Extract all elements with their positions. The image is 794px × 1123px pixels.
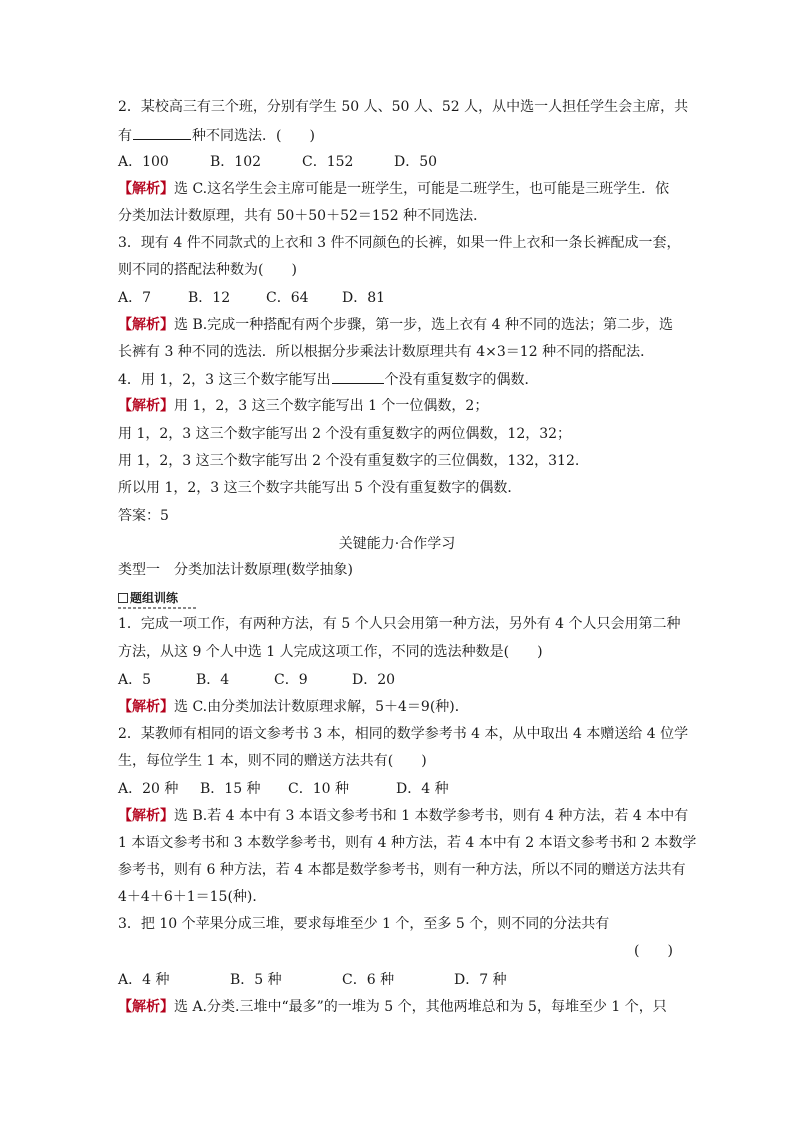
analysis-tag: 【解析】 xyxy=(118,398,174,414)
analysis-tag: 【解析】 xyxy=(118,181,174,197)
option-b: B．5 种 xyxy=(230,972,282,988)
q2-analysis-line1: 【解析】选 C.这名学生会主席可能是一班学生，可能是二班学生，也可能是三班学生．依 xyxy=(118,181,670,197)
option-b: B．12 xyxy=(188,290,231,306)
option-a: A．20 种 xyxy=(118,781,179,797)
p2-options xyxy=(118,779,449,799)
analysis-tag: 【解析】 xyxy=(118,317,174,333)
exercise-group-badge: 题组训练 xyxy=(118,589,198,609)
option-c: C．152 xyxy=(302,154,354,170)
q4-analysis-line1: 【解析】用 1，2，3 这三个数字能写出 1 个一位偶数，2； xyxy=(118,398,489,414)
option-a: A．7 xyxy=(118,290,152,306)
option-c: C．9 xyxy=(274,672,308,688)
q3-analysis-line1: 【解析】选 B.完成一种搭配有两个步骤，第一步，选上衣有 4 种不同的选法；第二步，选 xyxy=(118,317,673,333)
option-c: C．6 种 xyxy=(342,972,395,988)
option-a: A．4 种 xyxy=(118,972,170,988)
p1-analysis: 【解析】选 C.由分类加法计数原理求解，5＋4＝9(种)． xyxy=(118,699,469,715)
p3-stem-line1: 3．把 10 个苹果分成三堆，要求每堆至少 1 个，至多 5 个，则不同的分法共有 xyxy=(118,916,610,932)
q4-analysis-line4: 所以用 1，2，3 这三个数字共能写出 5 个没有重复数字的偶数． xyxy=(118,480,522,496)
option-d: D．81 xyxy=(342,290,386,306)
p3-answer-paren: ( ) xyxy=(634,943,673,959)
q4-stem: 4．用 1，2，3 这三个数字能写出 个没有重复数字的偶数． xyxy=(118,369,539,390)
q2-analysis-line2: 分类加法计数原理，共有 50＋50＋52＝152 种不同选法． xyxy=(118,208,488,224)
option-a: A．5 xyxy=(118,672,152,688)
badge-underline xyxy=(118,607,198,609)
p2-stem-line2: 生，每位学生 1 本，则不同的赠送方法共有( ) xyxy=(118,753,427,769)
option-c: C．10 种 xyxy=(288,781,349,797)
q3-options xyxy=(118,288,385,308)
p2-analysis-line1: 【解析】选 B.若 4 本中有 3 本语文参考书和 1 本数学参考书，则有 4 种方法，若 4 本中有 xyxy=(118,808,689,824)
q4-answer: 答案：5 xyxy=(118,508,169,524)
p2-analysis-line2: 1 本语文参考书和 3 本数学参考书，则有 4 种方法，若 4 本中有 2 本语文参考书和 2 本数学 xyxy=(118,835,697,851)
option-d: D．20 xyxy=(352,672,396,688)
p1-stem-line1: 1．完成一项工作，有两种方法，有 5 个人只会用第一种方法，另外有 4 个人只会用第二种 xyxy=(118,616,681,632)
option-d: D．4 种 xyxy=(396,781,449,797)
checkbox-icon xyxy=(118,593,128,603)
option-a: A．100 xyxy=(118,154,169,170)
option-b: B．102 xyxy=(210,154,262,170)
fill-blank xyxy=(133,125,191,140)
option-d: D．7 种 xyxy=(454,972,507,988)
option-b: B．4 xyxy=(196,672,230,688)
p2-stem-line1: 2．某教师有相同的语文参考书 3 本，相同的数学参考书 4 本，从中取出 4 本赠送给 4 位学 xyxy=(118,726,689,742)
option-d: D．50 xyxy=(394,154,438,170)
q4-analysis-line3: 用 1，2，3 这三个数字能写出 2 个没有重复数字的三位偶数，132，312. xyxy=(118,453,580,469)
q2-stem-line1: 2．某校高三有三个班，分别有学生 50 人、50 人、52 人，从中选一人担任学生会主席，共 xyxy=(118,99,689,115)
p2-analysis-line4: 4＋4＋6＋1＝15(种)． xyxy=(118,889,267,905)
q4-analysis-line2: 用 1，2，3 这三个数字能写出 2 个没有重复数字的两位偶数，12，32； xyxy=(118,426,572,442)
p1-options xyxy=(118,670,395,690)
analysis-tag: 【解析】 xyxy=(118,999,174,1015)
section-title: 关键能力·合作学习 xyxy=(338,536,456,552)
p2-analysis-line3: 参考书，则有 6 种方法，若 4 本都是数学参考书，则有一种方法，所以不同的赠送方法共有 xyxy=(118,862,686,878)
q2-stem-line2: 有 种不同选法．( ) xyxy=(118,125,315,146)
q2-options xyxy=(118,152,437,172)
p1-stem-line2: 方法，从这 9 个人中选 1 人完成这项工作，不同的选法种数是( ) xyxy=(118,644,543,660)
analysis-tag: 【解析】 xyxy=(118,699,174,715)
type-heading: 类型一 分类加法计数原理(数学抽象) xyxy=(118,562,353,578)
q3-analysis-line2: 长裤有 3 种不同的选法．所以根据分步乘法计数原理共有 4×3＝12 种不同的搭配法． xyxy=(118,344,655,360)
p3-options xyxy=(118,970,507,990)
q3-stem-line2: 则不同的搭配法种数为( ) xyxy=(118,262,297,278)
q3-stem-line1: 3．现有 4 件不同款式的上衣和 3 件不同颜色的长裤，如果一件上衣和一条长裤配成一套， xyxy=(118,235,681,251)
p3-analysis-line1: 【解析】选 A.分类.三堆中“最多”的一堆为 5 个，其他两堆总和为 5，每堆至少 1 个，只 xyxy=(118,999,667,1015)
option-c: C．64 xyxy=(266,290,309,306)
analysis-tag: 【解析】 xyxy=(118,808,174,824)
fill-blank xyxy=(332,369,384,384)
option-b: B．15 种 xyxy=(200,781,261,797)
